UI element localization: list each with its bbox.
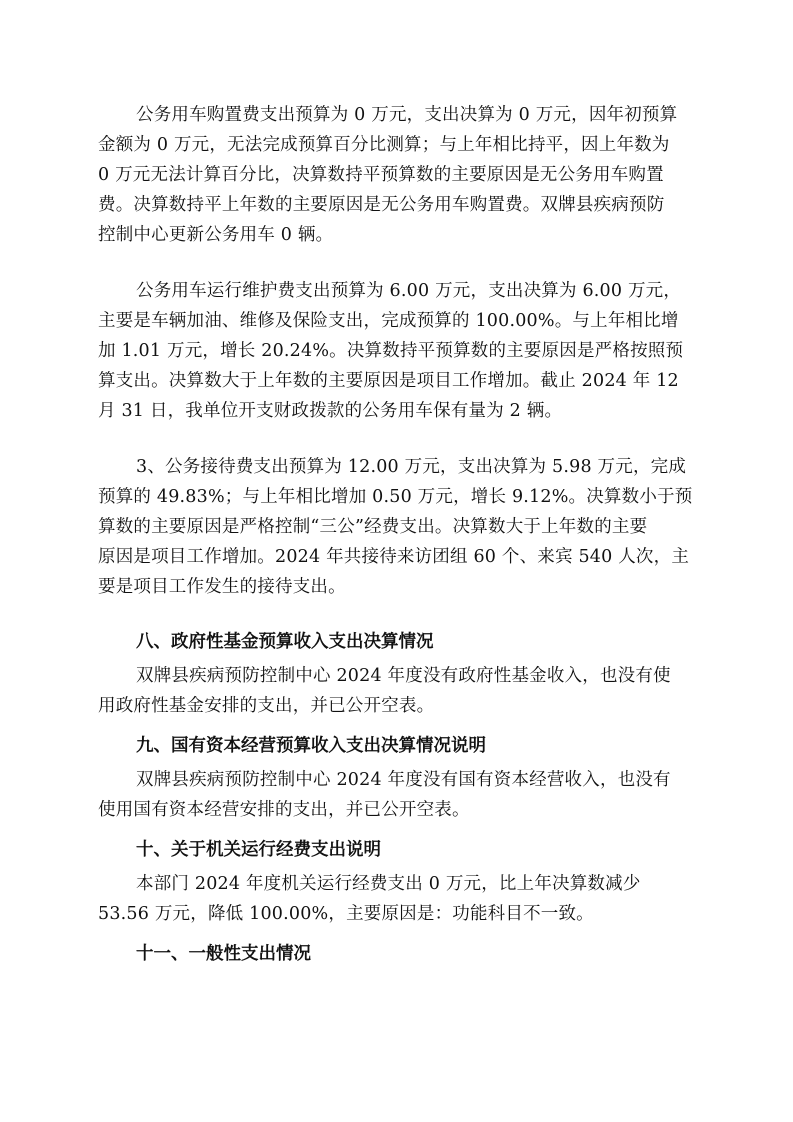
paragraph-vehicle-purchase (98, 100, 702, 250)
paragraph-government-funds (98, 661, 702, 721)
text-line: 双牌县疾病预防控制中心 2024 年度没有政府性基金收入，也没有使 (136, 666, 671, 686)
text-line: 算数的主要原因是严格控制“三公”经费支出。决算数大于上年数的主要 (98, 517, 648, 537)
text-line: 加 1.01 万元，增长 20.24%。决算数持平预算数的主要原因是严格按照预 (98, 341, 684, 361)
text-line: 要是项目工作发生的接待支出。 (98, 577, 346, 597)
text-line: 用政府性基金安排的支出，并已公开空表。 (98, 696, 435, 716)
text-line: 0 万元无法计算百分比，决算数持平预算数的主要原因是无公务用车购置 (98, 165, 664, 185)
paragraph-operating-expenses (98, 869, 702, 929)
text-line: 控制中心更新公务用车 0 辆。 (98, 225, 334, 245)
text-line: 原因是项目工作增加。2024 年共接待来访团组 60 个、来宾 540 人次，主 (98, 547, 690, 567)
section-heading-general-expenses: 十一、一般性支出情况 (136, 944, 311, 964)
section-heading-state-capital: 九、国有资本经营预算收入支出决算情况说明 (136, 736, 486, 756)
text-line: 使用国有资本经营安排的支出，并已公开空表。 (98, 800, 470, 820)
paragraph-state-capital (98, 765, 702, 825)
text-line: 本部门 2024 年度机关运行经费支出 0 万元，比上年决算数减少 (136, 874, 641, 894)
text-line: 算支出。决算数大于上年数的主要原因是项目工作增加。截止 2024 年 12 (98, 371, 679, 391)
text-line: 公务用车购置费支出预算为 0 万元，支出决算为 0 万元，因年初预算 (136, 105, 678, 125)
text-line: 3、公务接待费支出预算为 12.00 万元，支出决算为 5.98 万元，完成 (136, 457, 687, 477)
text-line: 公务用车运行维护费支出预算为 6.00 万元，支出决算为 6.00 万元， (136, 281, 682, 301)
paragraph-official-reception (98, 452, 702, 602)
text-line: 主要是车辆加油、维修及保险支出，完成预算的 100.00%。与上年相比增 (98, 311, 679, 331)
text-line: 53.56 万元，降低 100.00%，主要原因是：功能科目不一致。 (98, 904, 594, 924)
section-heading-operating-expenses: 十、关于机关运行经费支出说明 (136, 840, 381, 860)
paragraph-vehicle-maintenance (98, 276, 702, 426)
text-line: 预算的 49.83%；与上年相比增加 0.50 万元，增长 9.12%。决算数小于预 (98, 487, 693, 507)
text-line: 费。决算数持平上年数的主要原因是无公务用车购置费。双牌县疾病预防 (98, 195, 665, 215)
text-line: 金额为 0 万元，无法完成预算百分比测算；与上年相比持平，因上年数为 (98, 135, 670, 155)
section-heading-government-funds: 八、政府性基金预算收入支出决算情况 (136, 632, 434, 652)
text-line: 双牌县疾病预防控制中心 2024 年度没有国有资本经营收入，也没有 (136, 770, 671, 790)
text-line: 月 31 日，我单位开支财政拨款的公务用车保有量为 2 辆。 (98, 401, 563, 421)
